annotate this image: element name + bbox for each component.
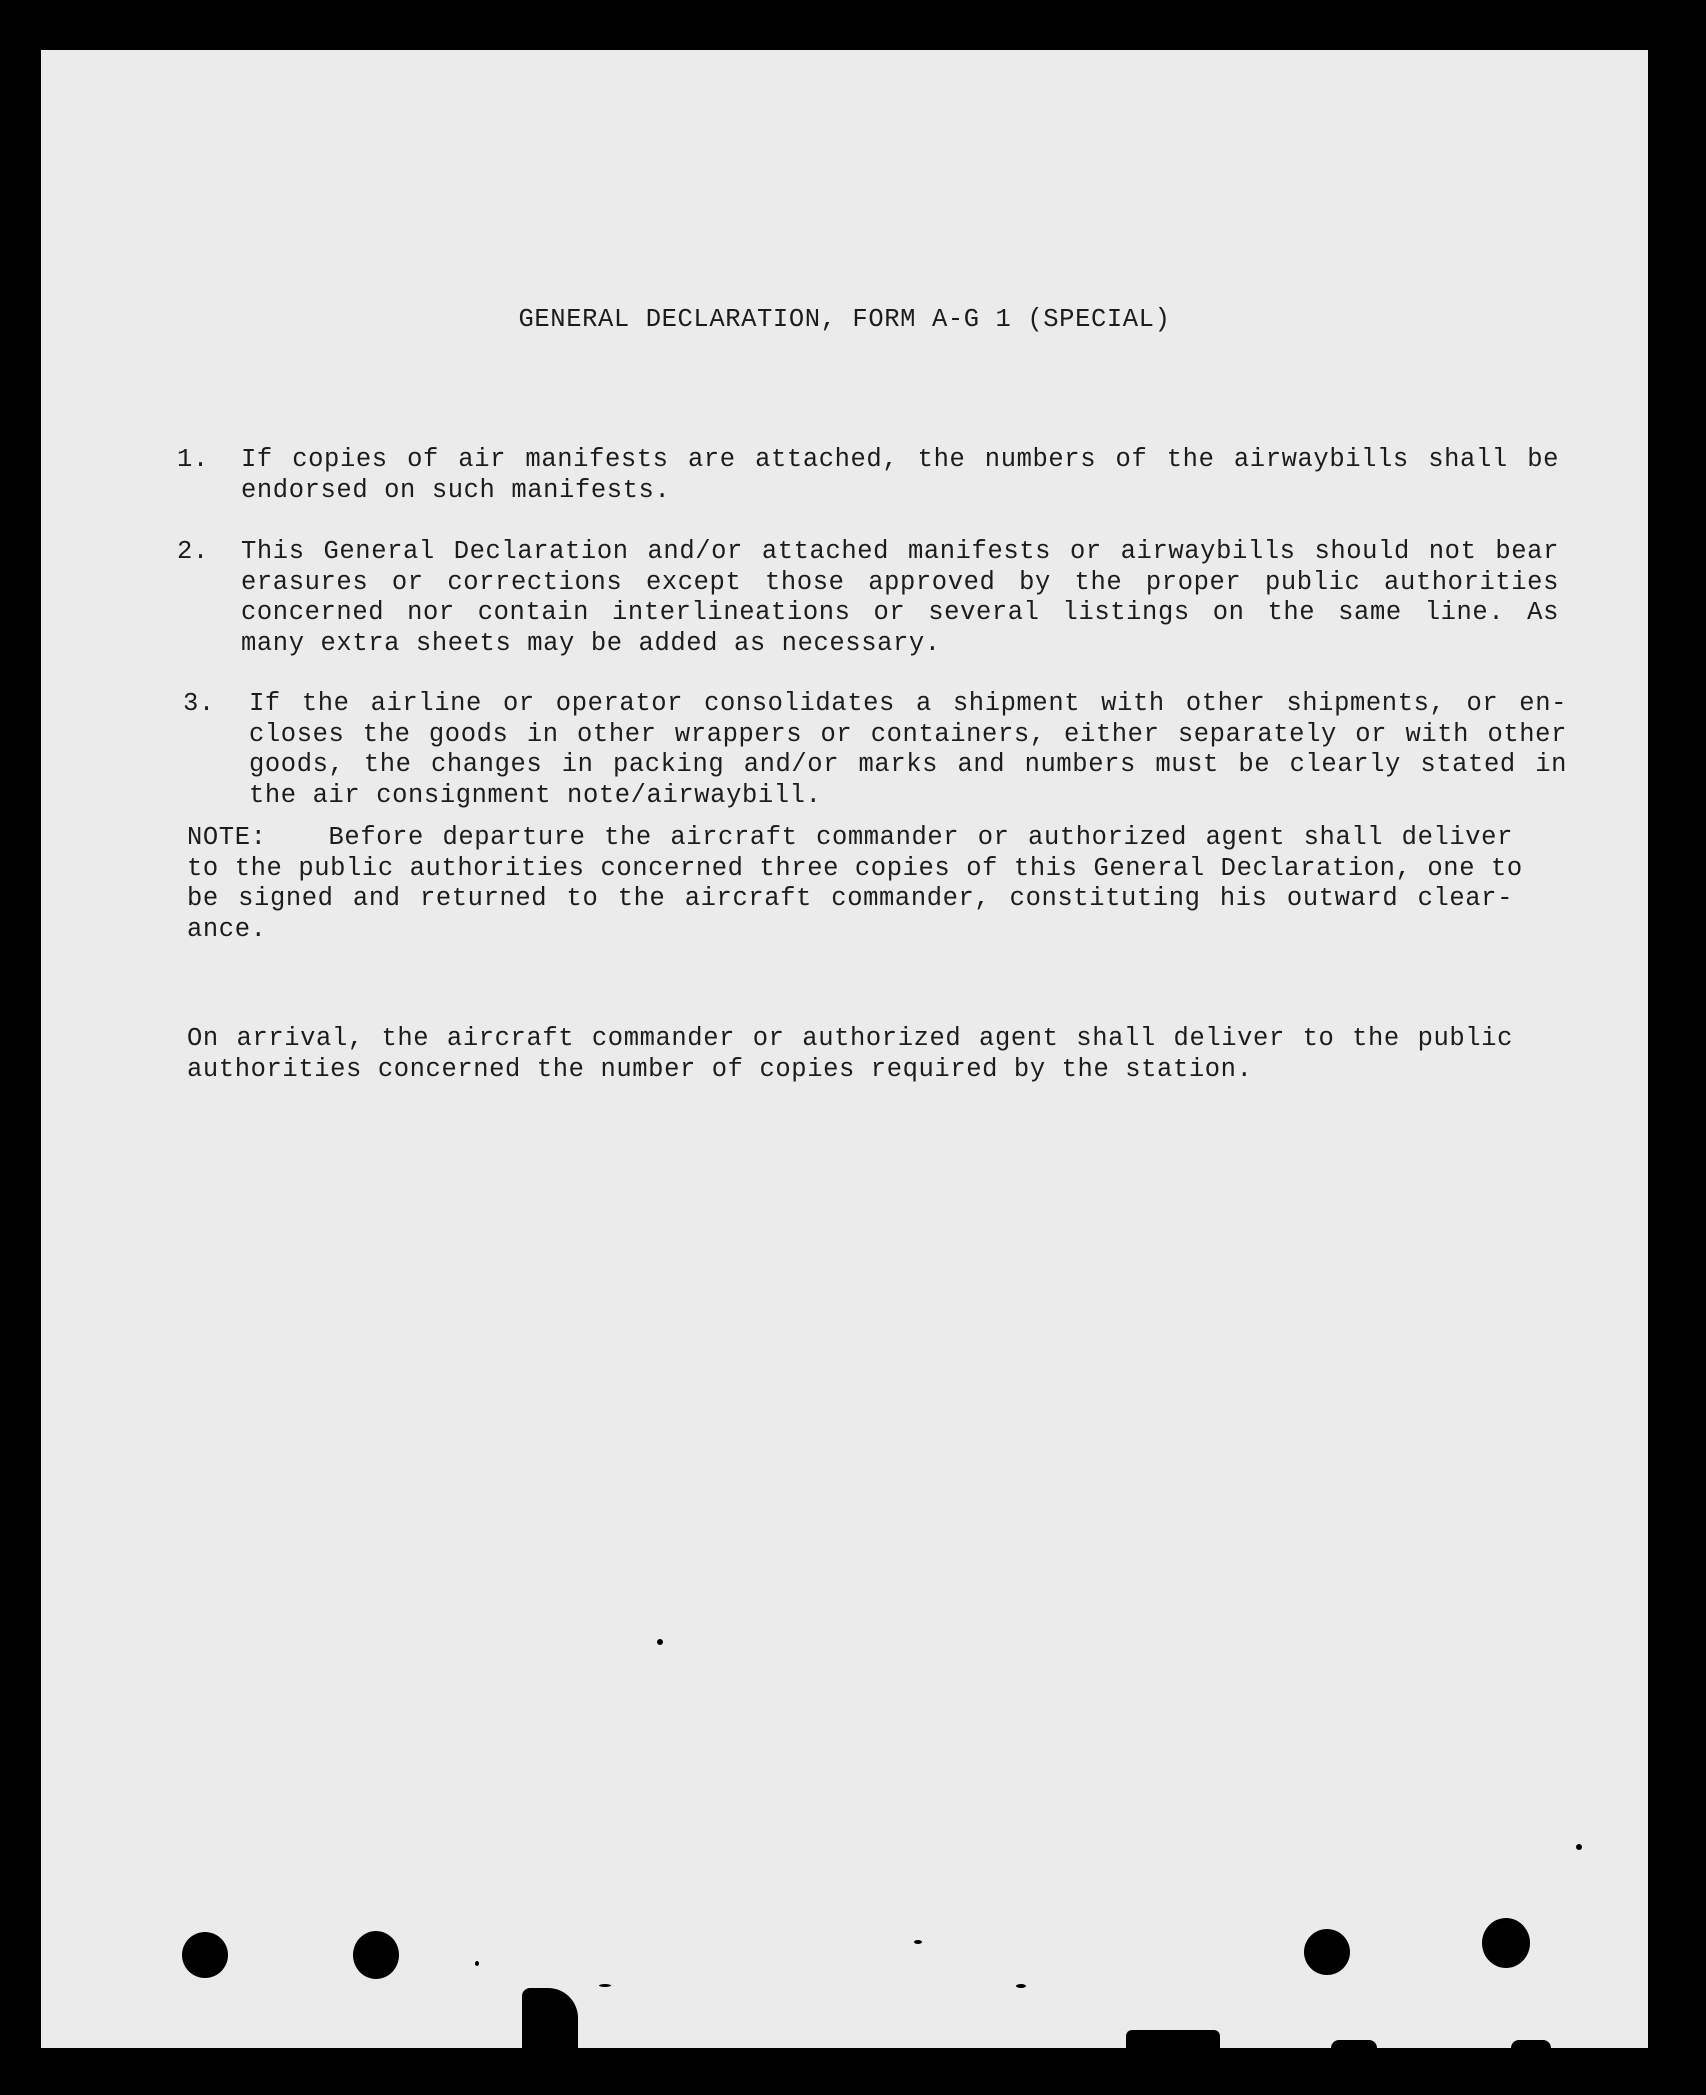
text-line: authorities concerned the number of copies required by the station. bbox=[187, 1054, 1253, 1084]
text-line: concerned nor contain interlineations or several listings on the same line. As bbox=[241, 598, 1559, 627]
text-line: If the airline or operator consolidates a shipment with other shipments, or en- bbox=[249, 689, 1567, 718]
text-line: erasures or corrections except those approved by the proper public authorities bbox=[241, 567, 1559, 597]
text-line bbox=[187, 823, 1513, 854]
document-page bbox=[41, 50, 1648, 2048]
item-number: 3. bbox=[183, 689, 215, 718]
item-text bbox=[249, 689, 1567, 811]
scan-artifact bbox=[599, 1984, 611, 1987]
text-line: goods, the changes in packing and/or marks and numbers must be clearly stated in bbox=[249, 750, 1567, 779]
scan-artifact bbox=[657, 1639, 663, 1645]
text-line: endorsed on such manifests. bbox=[241, 475, 671, 505]
text-line: ance. bbox=[187, 914, 267, 944]
text-line: On arrival, the aircraft commander or authorized agent shall deliver to the public bbox=[187, 1024, 1513, 1053]
scan-artifact bbox=[914, 1940, 922, 1944]
scan-artifact bbox=[1331, 2040, 1377, 2048]
text-line: This General Declaration and/or attached manifests or airwaybills should not bear bbox=[241, 537, 1559, 566]
punch-hole bbox=[353, 1931, 399, 1979]
text-line: to the public authorities concerned three copies of this General Declaration, one to bbox=[187, 853, 1523, 883]
text-line: the air consignment note/airwaybill. bbox=[249, 780, 822, 810]
text-line: closes the goods in other wrappers or containers, either separately or with other bbox=[249, 719, 1567, 749]
punch-hole bbox=[182, 1932, 228, 1978]
punch-hole bbox=[1304, 1929, 1350, 1975]
punch-hole bbox=[1482, 1918, 1530, 1968]
item-text bbox=[241, 445, 1559, 506]
item-number: 2. bbox=[177, 537, 209, 566]
scan-artifact bbox=[475, 1961, 479, 1966]
scan-artifact bbox=[1126, 2030, 1220, 2048]
note-paragraph bbox=[187, 823, 1523, 945]
document-title: GENERAL DECLARATION, FORM A-G 1 (SPECIAL) bbox=[518, 305, 1171, 334]
arrival-paragraph bbox=[187, 1024, 1513, 1085]
text-line: be signed and returned to the aircraft commander, constituting his outward clear- bbox=[187, 884, 1513, 913]
item-text bbox=[241, 537, 1559, 659]
scan-artifact bbox=[1576, 1844, 1582, 1850]
scan-artifact bbox=[1016, 1984, 1026, 1988]
note-first-line: Before departure the aircraft commander or authorized agent shall deliver bbox=[328, 823, 1513, 852]
note-label: NOTE: bbox=[187, 823, 267, 852]
scan-artifact bbox=[522, 1988, 578, 2048]
item-number: 1. bbox=[177, 445, 209, 474]
text-line: many extra sheets may be added as necessary. bbox=[241, 628, 941, 658]
text-line: If copies of air manifests are attached, the numbers of the airwaybills shall be bbox=[241, 445, 1559, 474]
scan-artifact bbox=[1511, 2040, 1551, 2048]
